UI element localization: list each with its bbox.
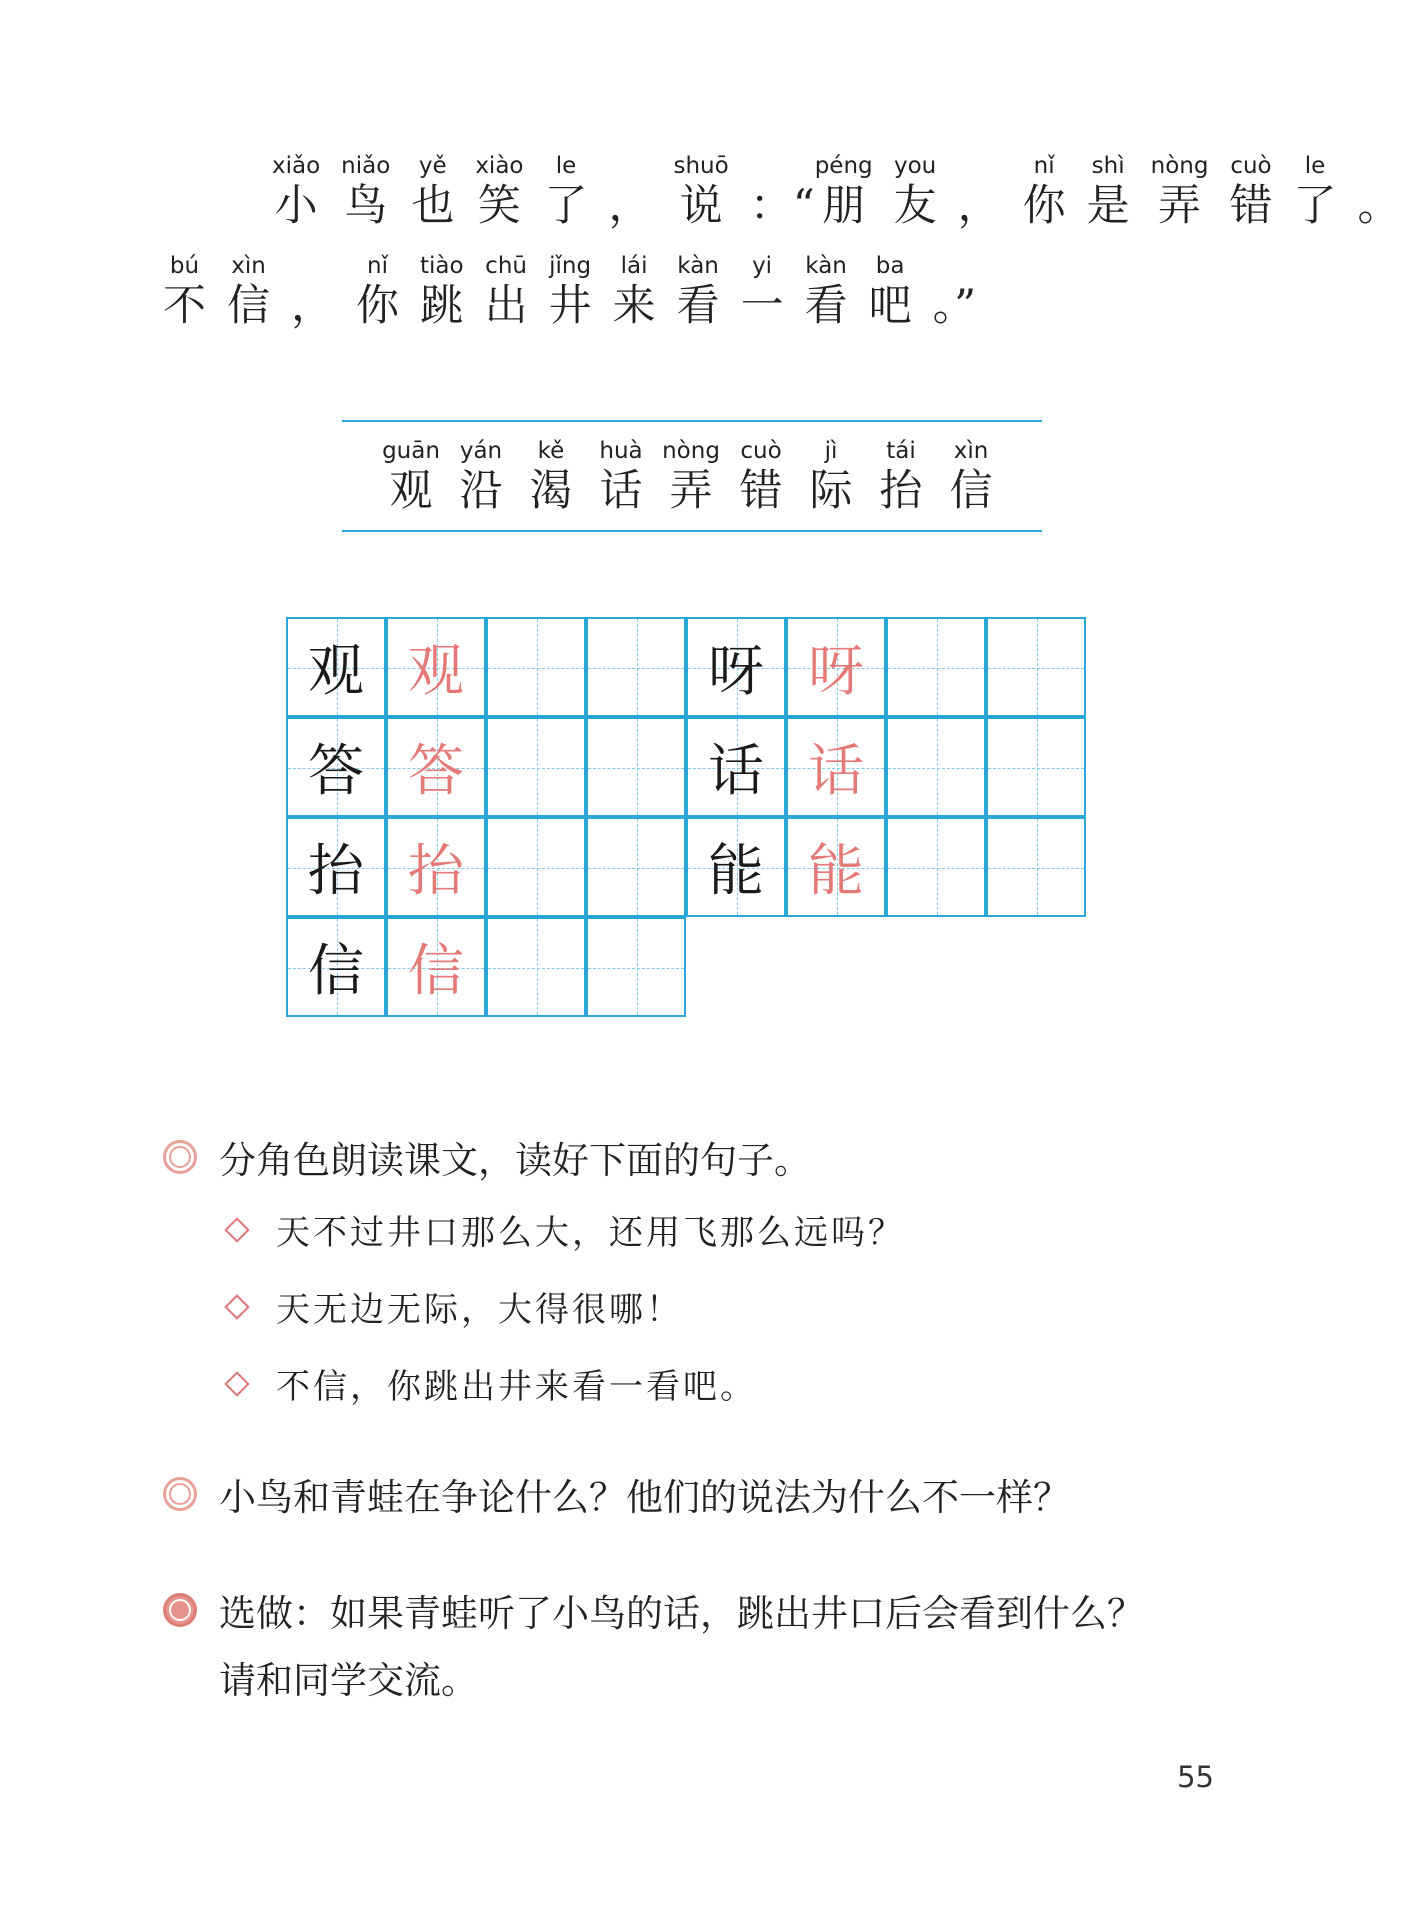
hanzi: ， bbox=[608, 181, 652, 231]
punctuation bbox=[608, 152, 652, 232]
optional-swirl-icon bbox=[163, 1593, 197, 1627]
vocab-pinyin: huà bbox=[599, 438, 643, 464]
pinyin-char bbox=[341, 152, 390, 232]
hanzi: 你 bbox=[1022, 181, 1066, 231]
grid-char: 呀 bbox=[708, 639, 764, 704]
hanzi: 看 bbox=[676, 281, 720, 331]
vocab-hanzi: 话 bbox=[599, 466, 643, 516]
pinyin: shuō bbox=[673, 153, 729, 179]
hanzi: 信 bbox=[227, 281, 270, 331]
pinyin: nǐ bbox=[1033, 153, 1055, 179]
vocab-item bbox=[528, 437, 574, 517]
model-char-cell bbox=[286, 917, 386, 1017]
practice-cell[interactable] bbox=[486, 717, 586, 817]
vocab-hanzi: 观 bbox=[389, 466, 433, 516]
pinyin-char bbox=[815, 152, 873, 232]
pinyin: kàn bbox=[677, 253, 719, 279]
hanzi: 鸟 bbox=[344, 181, 388, 231]
pinyin: shì bbox=[1091, 153, 1125, 179]
trace-char-cell bbox=[786, 617, 886, 717]
hanzi: 小 bbox=[274, 181, 318, 231]
hanzi: 朋 bbox=[822, 181, 866, 231]
hanzi: 跳 bbox=[420, 281, 464, 331]
grid-char: 观 bbox=[308, 639, 364, 704]
pinyin: xiǎo bbox=[272, 153, 321, 179]
trace-char-cell bbox=[786, 817, 886, 917]
vocab-top-rule bbox=[342, 420, 1042, 422]
vocab-item bbox=[598, 437, 644, 517]
vocab-hanzi: 抬 bbox=[879, 466, 923, 516]
pinyin-char bbox=[356, 252, 399, 332]
pinyin: you bbox=[894, 153, 937, 179]
practice-cell[interactable] bbox=[586, 617, 686, 717]
exercise-1 bbox=[163, 1130, 811, 1184]
pinyin: cuò bbox=[1230, 153, 1272, 179]
exercise-3-continued: 请和同学交流。 bbox=[219, 1659, 478, 1702]
punctuation bbox=[1357, 152, 1401, 232]
exercise-swirl-icon bbox=[163, 1477, 197, 1511]
vocab-pinyin: cuò bbox=[740, 438, 782, 464]
pinyin-char bbox=[869, 252, 912, 332]
vocab-pinyin: kě bbox=[537, 438, 565, 464]
vocab-item bbox=[948, 437, 994, 517]
exercise-3 bbox=[163, 1583, 1144, 1637]
model-char-cell bbox=[286, 617, 386, 717]
pinyin: nòng bbox=[1150, 153, 1209, 179]
bullet-item bbox=[228, 1282, 683, 1331]
punctuation bbox=[291, 252, 335, 332]
vocab-bottom-rule bbox=[342, 530, 1042, 532]
pinyin-char bbox=[894, 152, 937, 232]
pinyin-char bbox=[677, 252, 720, 332]
grid-char: 答 bbox=[408, 739, 464, 804]
vocab-hanzi: 渴 bbox=[529, 466, 573, 516]
page-number: 55 bbox=[1177, 1760, 1214, 1794]
model-char-cell bbox=[686, 717, 786, 817]
vocab-item bbox=[458, 437, 504, 517]
pinyin-char bbox=[549, 252, 592, 332]
punctuation bbox=[749, 152, 815, 232]
exercise-1-text: 分角色朗读课文，读好下面的句子。 bbox=[219, 1139, 811, 1182]
model-char-cell bbox=[286, 717, 386, 817]
diamond-icon bbox=[224, 1371, 249, 1396]
pinyin-char bbox=[673, 152, 728, 232]
grid-char: 话 bbox=[708, 739, 764, 804]
grid-char: 答 bbox=[308, 739, 364, 804]
passage-line-2 bbox=[163, 252, 998, 332]
practice-cell[interactable] bbox=[886, 817, 986, 917]
vocab-pinyin: yán bbox=[459, 438, 503, 464]
exercise-2 bbox=[163, 1467, 1070, 1521]
vocab-hanzi: 际 bbox=[809, 466, 853, 516]
punctuation bbox=[958, 152, 1002, 232]
pinyin: bú bbox=[169, 253, 200, 279]
hanzi: ， bbox=[957, 181, 1001, 231]
hanzi: 笑 bbox=[477, 181, 521, 231]
hanzi: 是 bbox=[1086, 181, 1130, 231]
vocab-pinyin: nòng bbox=[662, 438, 720, 464]
pinyin: lái bbox=[620, 253, 648, 279]
practice-cell[interactable] bbox=[886, 717, 986, 817]
trace-char-cell bbox=[786, 717, 886, 817]
pinyin: jǐng bbox=[549, 253, 592, 279]
hanzi: 看 bbox=[804, 281, 848, 331]
pinyin-char bbox=[227, 252, 270, 332]
practice-cell[interactable] bbox=[486, 817, 586, 917]
grid-char: 能 bbox=[708, 839, 764, 904]
model-char-cell bbox=[286, 817, 386, 917]
pinyin: péng bbox=[814, 153, 873, 179]
practice-cell[interactable] bbox=[986, 717, 1086, 817]
exercise-swirl-icon bbox=[163, 1140, 197, 1174]
practice-cell[interactable] bbox=[586, 717, 686, 817]
trace-char-cell bbox=[386, 917, 486, 1017]
vocab-pinyin: tái bbox=[886, 438, 916, 464]
grid-char: 能 bbox=[808, 839, 864, 904]
pinyin-char bbox=[613, 252, 656, 332]
vocab-hanzi: 弄 bbox=[669, 466, 713, 516]
bullet-text: 不信，你跳出井来看一看吧。 bbox=[276, 1367, 757, 1407]
grid-char: 信 bbox=[408, 939, 464, 1004]
exercise-2-text: 小鸟和青蛙在争论什么？他们的说法为什么不一样？ bbox=[219, 1476, 1070, 1519]
pinyin: xiào bbox=[475, 153, 524, 179]
pinyin-char bbox=[272, 152, 320, 232]
grid-char: 观 bbox=[408, 639, 464, 704]
hanzi: 。” bbox=[932, 281, 977, 331]
hanzi: 出 bbox=[484, 281, 528, 331]
pinyin: xìn bbox=[231, 253, 266, 279]
pinyin-char bbox=[485, 252, 528, 332]
pinyin-char bbox=[411, 152, 454, 232]
grid-char: 抬 bbox=[308, 839, 364, 904]
grid-char: 呀 bbox=[808, 639, 864, 704]
vocab-hanzi: 沿 bbox=[459, 466, 503, 516]
hanzi: ：“ bbox=[749, 181, 815, 231]
pinyin-char bbox=[1023, 152, 1066, 232]
pinyin: nǐ bbox=[367, 253, 388, 279]
practice-cell[interactable] bbox=[486, 917, 586, 1017]
practice-cell[interactable] bbox=[886, 617, 986, 717]
bullet-text: 天不过井口那么大，还用飞那么远吗？ bbox=[276, 1213, 905, 1253]
hanzi: 说 bbox=[679, 181, 723, 231]
pinyin: chū bbox=[485, 253, 527, 279]
pinyin-char bbox=[163, 252, 206, 332]
pinyin-char bbox=[741, 252, 784, 332]
pinyin: niǎo bbox=[341, 153, 391, 179]
vocab-pinyin: guān bbox=[382, 438, 440, 464]
trace-char-cell bbox=[386, 817, 486, 917]
practice-cell[interactable] bbox=[486, 617, 586, 717]
hanzi: 了 bbox=[544, 181, 588, 231]
vocab-hanzi: 信 bbox=[949, 466, 993, 516]
hanzi: 错 bbox=[1229, 181, 1273, 231]
pinyin: yi bbox=[752, 253, 773, 279]
pinyin-char bbox=[475, 152, 523, 232]
bullet-item bbox=[228, 1359, 757, 1408]
hanzi: 一 bbox=[740, 281, 784, 331]
diamond-icon bbox=[224, 1294, 249, 1319]
grid-char: 抬 bbox=[408, 839, 464, 904]
hanzi: 吧 bbox=[868, 281, 912, 331]
model-char-cell bbox=[686, 817, 786, 917]
vocab-item bbox=[662, 437, 720, 517]
pinyin-char bbox=[1293, 152, 1336, 232]
hanzi: 也 bbox=[411, 181, 455, 231]
punctuation bbox=[933, 252, 977, 332]
vocab-item bbox=[878, 437, 924, 517]
pinyin: yě bbox=[418, 153, 447, 179]
diamond-icon bbox=[224, 1217, 249, 1242]
vocab-hanzi: 错 bbox=[739, 466, 783, 516]
grid-char: 话 bbox=[808, 739, 864, 804]
practice-cell[interactable] bbox=[986, 817, 1086, 917]
exercise-3-text: 选做：如果青蛙听了小鸟的话，跳出井口后会看到什么？ bbox=[219, 1592, 1144, 1635]
vocab-item bbox=[808, 437, 854, 517]
vocab-pinyin: xìn bbox=[953, 438, 989, 464]
pinyin-char bbox=[1229, 152, 1272, 232]
hanzi: 不 bbox=[163, 281, 206, 331]
hanzi: 井 bbox=[548, 281, 592, 331]
vocab-item bbox=[738, 437, 784, 517]
trace-char-cell bbox=[386, 717, 486, 817]
passage-line-1 bbox=[272, 152, 1422, 232]
pinyin: le bbox=[555, 153, 577, 179]
practice-cell[interactable] bbox=[986, 617, 1086, 717]
practice-cell[interactable] bbox=[586, 817, 686, 917]
vocab-item bbox=[382, 437, 440, 517]
hanzi: ， bbox=[291, 281, 334, 331]
hanzi: 友 bbox=[893, 181, 937, 231]
vocab-list bbox=[382, 437, 1018, 517]
pinyin-char bbox=[805, 252, 848, 332]
model-char-cell bbox=[686, 617, 786, 717]
pinyin: ba bbox=[875, 253, 905, 279]
hanzi: 你 bbox=[356, 281, 399, 331]
hanzi: 来 bbox=[612, 281, 656, 331]
bullet-item bbox=[228, 1205, 905, 1254]
pinyin: tiào bbox=[420, 253, 464, 279]
bullet-text: 天无边无际，大得很哪！ bbox=[276, 1290, 683, 1330]
pinyin: le bbox=[1304, 153, 1326, 179]
pinyin-char bbox=[420, 252, 464, 332]
hanzi: 弄 bbox=[1158, 181, 1202, 231]
hanzi: 。 bbox=[1357, 181, 1401, 231]
pinyin-char bbox=[1151, 152, 1209, 232]
pinyin-char bbox=[544, 152, 587, 232]
trace-char-cell bbox=[386, 617, 486, 717]
grid-char: 信 bbox=[308, 939, 364, 1004]
pinyin-char bbox=[1087, 152, 1130, 232]
practice-cell[interactable] bbox=[586, 917, 686, 1017]
pinyin: kàn bbox=[805, 253, 847, 279]
hanzi: 了 bbox=[1293, 181, 1337, 231]
vocab-pinyin: jì bbox=[824, 438, 838, 464]
